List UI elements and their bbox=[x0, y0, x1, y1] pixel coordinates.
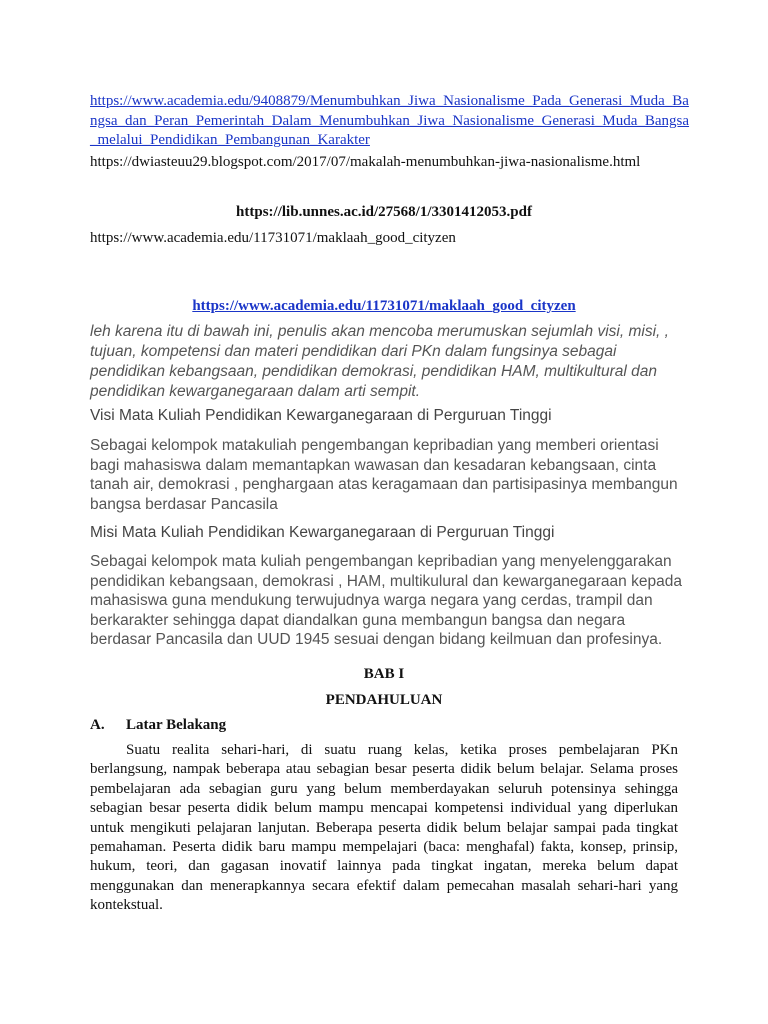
visi-paragraph: Sebagai kelompok matakuliah pengembangan kepribadian yang memberi orientasi bagi mahasiswa dalam memantapkan wawasan dan kesadaran kebangsaan, cinta tanah air, demokrasi , penghargaan atas keragamaan dan partisipasinya membangun bangsa berdasar Pancasila bbox=[90, 437, 678, 513]
chapter-number: BAB I bbox=[363, 666, 405, 682]
academia-link-2[interactable] bbox=[0, 297, 768, 317]
academia-link-2-text[interactable]: https://www.academia.edu/11731071/maklaah_good_cityzen bbox=[192, 298, 576, 314]
section-heading bbox=[90, 717, 690, 734]
misi-paragraph: Sebagai kelompok mata kuliah pengembangan kepribadian yang menyelenggarakan pendidikan kebangsaan, demokrasi , HAM, multikulural dan kewarganegaraan kepada mahasiswa guna mendukung terwujudnya warga negara yang cerdas, trampil dan berkarakter sehingga dapat diandalkan guna membangun bangsa dan negara berdasar Pancasila dan UUD 1945 sesuai dengan bidang keilmuan dan profesinya. bbox=[90, 553, 682, 648]
section-number: A. bbox=[90, 717, 105, 733]
unnes-url: https://lib.unnes.ac.id/27568/1/3301412053.pdf bbox=[236, 204, 532, 220]
intro-paragraph: leh karena itu di bawah ini, penulis akan mencoba merumuskan sejumlah visi, misi, , tujuan, kompetensi dan materi pendidikan dari PKn dalam fungsinya sebagai pendidikan kebangsaan, pendidikan demokrasi, pendidikan HAM, multikultural dan pendidikan kewarganegaraan dalam arti sempit. bbox=[90, 323, 669, 400]
chapter-title: PENDAHULUAN bbox=[325, 692, 443, 708]
background-paragraph: Suatu realita sehari-hari, di suatu ruang kelas, ketika proses pembelajaran PKn berlangsung, nampak beberapa atau sebagian besar peserta didik belum belajar. Selama proses pembelajaran ada sebagian guru yang belum memberdayakan seluruh potensinya sehingga sebagian besar peserta didik belum mampu mencapai kompetensi individual yang diperlukan untuk mengikuti pelajaran lanjutan. Beberapa peserta didik belum belajar sampai pada tingkat pemahaman. Peserta didik baru mampu mempelajari (baca: menghafal) fakta, konsep, prinsip, hukum, teori, dan gagasan inovatif lainnya pada tingkat ingatan, mereka belum dapat menggunakan dan menerapkannya secara efektif dalam pemecahan masalah sehari-hari yang kontekstual. bbox=[90, 742, 678, 914]
blogspot-url: https://dwiasteuu29.blogspot.com/2017/07/makalah-menumbuhkan-jiwa-nasionalisme.html bbox=[90, 154, 641, 170]
academia-link-1[interactable]: https://www.academia.edu/9408879/Menumbuhkan_Jiwa_Nasionalisme_Pada_Generasi_Muda_Bangsa_dan_Peran_Pemerintah_Dalam_Menumbuhkan_Jiwa_Nasionalisme_Generasi_Muda_Bangsa_melalui_Pendidikan_Pembangunan_Karakter bbox=[90, 93, 690, 148]
section-title: Latar Belakang bbox=[126, 717, 227, 733]
visi-heading: Visi Mata Kuliah Pendidikan Kewarganegaraan di Perguruan Tinggi bbox=[90, 407, 552, 424]
misi-heading: Misi Mata Kuliah Pendidikan Kewarganegaraan di Perguruan Tinggi bbox=[90, 524, 555, 541]
academia-url-plain: https://www.academia.edu/11731071/maklaah_good_cityzen bbox=[90, 230, 456, 246]
